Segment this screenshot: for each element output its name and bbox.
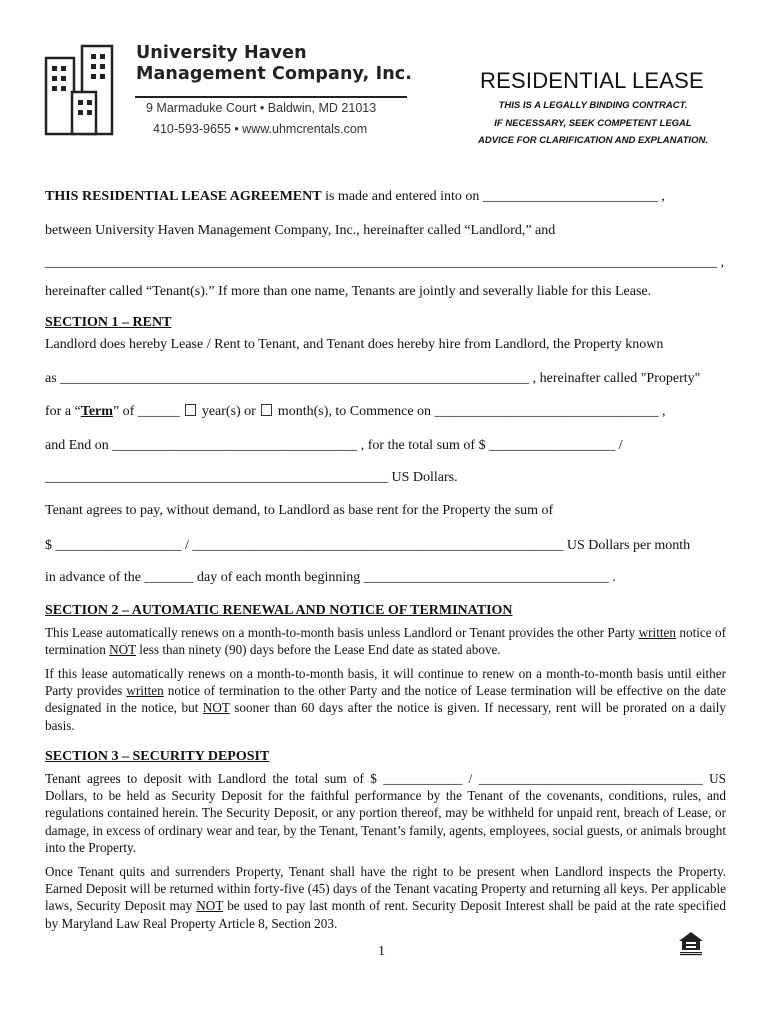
company-name-line1: University Haven [136, 43, 307, 63]
commence-field[interactable]: month(s), to Commence on ________________________________ , [274, 404, 666, 419]
section3-heading: SECTION 3 – SECURITY DEPOSIT [45, 749, 270, 764]
disclaimer-line1: THIS IS A LEGALLY BINDING CONTRACT. [498, 100, 688, 111]
monthly-rent-field[interactable]: $ __________________ / _____________________________________________________ US Dollars per month [45, 538, 691, 553]
equal-housing-opportunity-icon [678, 930, 704, 956]
section3-paragraph2: Once Tenant quits and surrenders Property, Tenant shall have the right to be present when Landlord inspects the Property. Earned Deposit will be returned within forty-five (45) days of the Tenant vacating Property and returning all keys. Per applicable laws, Security Deposit may NOT be used to pay last month of rent. Security Deposit Interest shall be paid at the rate specified by Maryland Law Real Property Article 8, Section 203. [45, 864, 726, 931]
page-number: 1 [378, 944, 385, 959]
building-logo-icon [44, 44, 124, 136]
tenant-name-field[interactable]: ________________________________________________________________________________________________ , [45, 255, 724, 270]
section1-heading: SECTION 1 – RENT [45, 315, 172, 330]
between-line: between University Haven Management Company, Inc., hereinafter called “Landlord,” and [45, 223, 556, 238]
disclaimer-line2: IF NECESSARY, SEEK COMPETENT LEGAL [494, 117, 692, 129]
term-length-field[interactable]: ” of ______ [112, 404, 184, 419]
year-label: year(s) or [198, 404, 260, 419]
section1-line1: Landlord does hereby Lease / Rent to Tenant, and Tenant does hereby hire from Landlord, the Property known [45, 337, 664, 352]
term-word: Term [80, 404, 113, 419]
agreement-date-line [45, 189, 665, 205]
company-divider [135, 96, 407, 98]
agreement-heading: THIS RESIDENTIAL LEASE AGREEMENT [45, 189, 322, 204]
company-name-line2: Management Company, Inc. [136, 64, 412, 84]
company-contact: 410-593-9655 • www.uhmcrentals.com [153, 122, 368, 136]
tenants-line: hereinafter called “Tenant(s).” If more than one name, Tenants are jointly and severally liable for this Lease. [45, 284, 652, 299]
end-date-field[interactable]: and End on ___________________________________ , for the total sum of $ __________________ / [45, 438, 623, 453]
section1-line6: Tenant agrees to pay, without demand, to Landlord as base rent for the Property the sum of [45, 503, 554, 518]
section3-paragraph1: Tenant agrees to deposit with Landlord the total sum of $ ____________ / __________________________________ US Dollars, to be held as Security Deposit for the faithful performance by the Tenant of the covenants, conditions, rules, and regulations contained herein. The Security Deposit, or any portion thereof, may be withheld for unpaid rent, breach of Lease, or damage, in excess of ordinary wear and tear, by the Tenant, Tenant’s family, agents, employees, social guests, or animals brought into the Property. [45, 771, 726, 855]
company-name [136, 43, 412, 85]
section2-heading: SECTION 2 – AUTOMATIC RENEWAL AND NOTICE OF TERMINATION [45, 603, 513, 618]
agreement-date-field[interactable]: is made and entered into on _________________________ , [321, 189, 665, 204]
disclaimer-line3: ADVICE FOR CLARIFICATION AND EXPLANATION. [478, 135, 708, 146]
company-address: 9 Marmaduke Court • Baldwin, MD 21013 [146, 101, 377, 115]
property-field[interactable]: as ___________________________________________________________________ , hereinafter called "Property" [45, 371, 701, 386]
month-checkbox[interactable] [261, 404, 272, 416]
document-title: RESIDENTIAL LEASE [480, 68, 704, 93]
section2-paragraph1: This Lease automatically renews on a month-to-month basis unless Landlord or Tenant provides the other Party written notice of termination NOT less than ninety (90) days before the Lease End date as stated above. [45, 625, 726, 658]
total-dollars-field[interactable]: _________________________________________________ US Dollars. [45, 470, 458, 485]
term-line [45, 404, 666, 420]
rent-day-field[interactable]: in advance of the _______ day of each month beginning ___________________________________ . [45, 570, 616, 585]
term-pre: for a “ [45, 404, 81, 419]
year-checkbox[interactable] [185, 404, 196, 416]
document-disclaimer [460, 97, 726, 150]
section2-paragraph2: If this lease automatically renews on a month-to-month basis, it will continue to renew on a month-to-month basis until either Party provides written notice of termination to the other Party and the notice of Lease termination will be effective on the date designated in the notice, but NOT sooner than 60 days after the notice is given. If necessary, rent will be prorated on a daily basis. [45, 666, 726, 733]
